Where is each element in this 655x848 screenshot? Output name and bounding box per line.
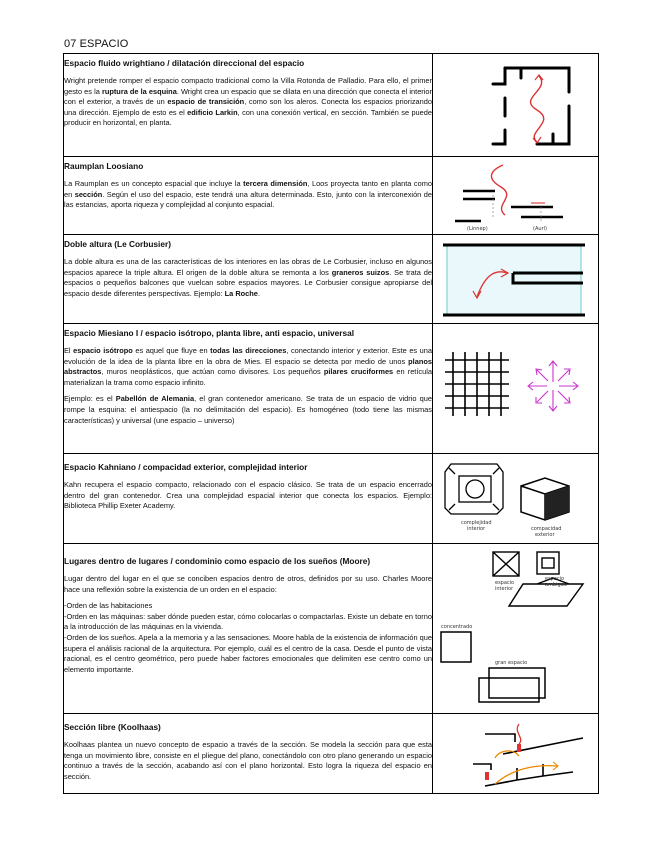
raumplan-label-left: (Linnep) xyxy=(467,226,488,232)
mies-grid-sketch xyxy=(433,324,598,454)
table-row xyxy=(64,324,599,454)
section-text: El espacio isótropo es aquel que fluye en todas las direcciones, conectando interior y exterior. Este es una evolución de la idea de la planta libre en la obra de Mies. El espacio se detecta por medio de unos planos abstractos, muros neoplásticos, que actúan como divisores. Los pequeños pilares cruciformes en retícula materializan la trama como espacio infinito. xyxy=(64,346,433,387)
section-title: Raumplan Loosiano xyxy=(64,161,144,171)
concept-table xyxy=(63,53,599,794)
section-title: Espacio Miesiano I / espacio isótropo, planta libre, anti espacio, universal xyxy=(64,328,355,338)
moore-label-a2: interior xyxy=(495,586,514,592)
list-item: -Orden de los sueños. Apela a la memoria y a las sensaciones. Moore habla de la existencia de información que supera el análisis racional de la arquitectura. Por ejemplo, cuál es el centro de la casa. Desde el punto de vista racional, es el centro geométrico, pero puede haber factores emocionales que delimiten ese centro como un elemento importante. xyxy=(64,632,432,674)
moore-label-b1: espacio xyxy=(545,576,565,582)
moore-label-c: concentrado xyxy=(441,624,473,630)
raumplan-section-sketch xyxy=(433,157,598,235)
moore-label-b2: ambiguo xyxy=(545,582,567,588)
section-title: Lugares dentro de lugares / condominio como espacio de los sueños (Moore) xyxy=(64,556,371,566)
table-row xyxy=(64,235,599,324)
section-text: La doble altura es una de las características de los interiores en las obras de Le Corbusier, incluso en algunos espacios aparece la triple altura. El origen de la doble altura se remonta a los graneros suizos. Se trata de espacios o pequeños balcones que vuelcan sobre espacios mayores. Le Corbusier consigue apropiarse del espacio desde diferentes perspectivas. Ejemplo: La Roche. xyxy=(64,257,432,298)
section-text: Koolhaas plantea un nuevo concepto de espacio a través de la sección. Se modela la sección para que esta tenga un movimiento libre, consiste en el pliegue del plano, conectándolo con otro plano generando un espacio continuo a través de la sección, acabando así con el plano horizontal. Esto logra la riqueza del espacio en sección. xyxy=(64,740,432,781)
section-text: Ejemplo: es el Pabellón de Alemania, el gran contenedor americano. Se trata de un espacio de vidrio que rompe la esquina: el antiespacio (la no delimitación del espacio). Es homogéneo (todo tiene las mismas características) y universal (une espacio – universo) xyxy=(64,394,432,425)
table-row xyxy=(64,157,599,235)
raumplan-label-right: (Aurl) xyxy=(533,226,547,232)
kahn-label-right-1: compacidad xyxy=(531,526,562,532)
kahn-label-right-2: exterior xyxy=(535,532,555,538)
section-title: Sección libre (Koolhaas) xyxy=(64,722,161,732)
moore-sketch xyxy=(433,544,598,714)
moore-label-d: gran espacio xyxy=(495,660,528,666)
table-row xyxy=(64,54,599,157)
page-title: 07 ESPACIO xyxy=(64,38,129,50)
kahn-sketch xyxy=(433,454,598,544)
double-height-sketch xyxy=(433,235,598,324)
section-text: La Raumplan es un concepto espacial que incluye la tercera dimensión, Loos proyecta tanto en planta como en sección. Según el uso del espacio, este tendrá una altura determinada. Esto, junto con la interconexión de las estancias, aporta riqueza y complejidad al conjunto espacial. xyxy=(64,179,432,210)
table-row xyxy=(64,714,599,794)
section-text: Kahn recupera el espacio compacto, relacionado con el espacio clásico. Se trata de un espacio encerrado dentro del gran contenedor. Crea una complejidad espacial interior que conecta los espacios. Ejemplo: Biblioteca Phillip Exeter Academy. xyxy=(64,480,432,511)
table-row xyxy=(64,544,599,714)
moore-label-a1: espacio xyxy=(495,580,515,586)
kahn-label-left-2: interior xyxy=(467,526,486,532)
section-text: Lugar dentro del lugar en el que se conciben espacios dentro de otros, definidos por su uso. Charles Moore hace una reflexión sobre la existencia de un orden en el espacio: xyxy=(64,574,432,594)
wright-plan-sketch xyxy=(433,54,598,157)
section-text: Wright pretende romper el espacio compacto tradicional como la Villa Rotonda de Palladio. Para ello, el primer gesto es la ruptura de la esquina. Wright crea un espacio que se dilata en una dirección que conecta el interior con el exterior, a través de un espacio de transición, como son los aleros. Conecta los espacios priorizando una dirección. Ejemplo de esto es el edificio Larkin, con una conexión vertical, en sección. También se puede producir en horizontal, en planta. xyxy=(64,76,432,128)
section-title: Doble altura (Le Corbusier) xyxy=(64,239,171,249)
koolhaas-sketch xyxy=(433,714,598,794)
kahn-label-left-1: complejidad xyxy=(461,520,492,526)
section-title: Espacio Kahniano / compacidad exterior, complejidad interior xyxy=(64,462,308,472)
list-item: -Orden de las habitaciones xyxy=(64,601,153,611)
table-row xyxy=(64,454,599,544)
list-item: -Orden en las máquinas: saber dónde pueden estar, cómo colocarlas o compactarlas. Existe un debate en torno a la introducción de las máquinas en la vivienda. xyxy=(64,611,432,632)
section-title: Espacio fluido wrightiano / dilatación direccional del espacio xyxy=(64,58,305,68)
